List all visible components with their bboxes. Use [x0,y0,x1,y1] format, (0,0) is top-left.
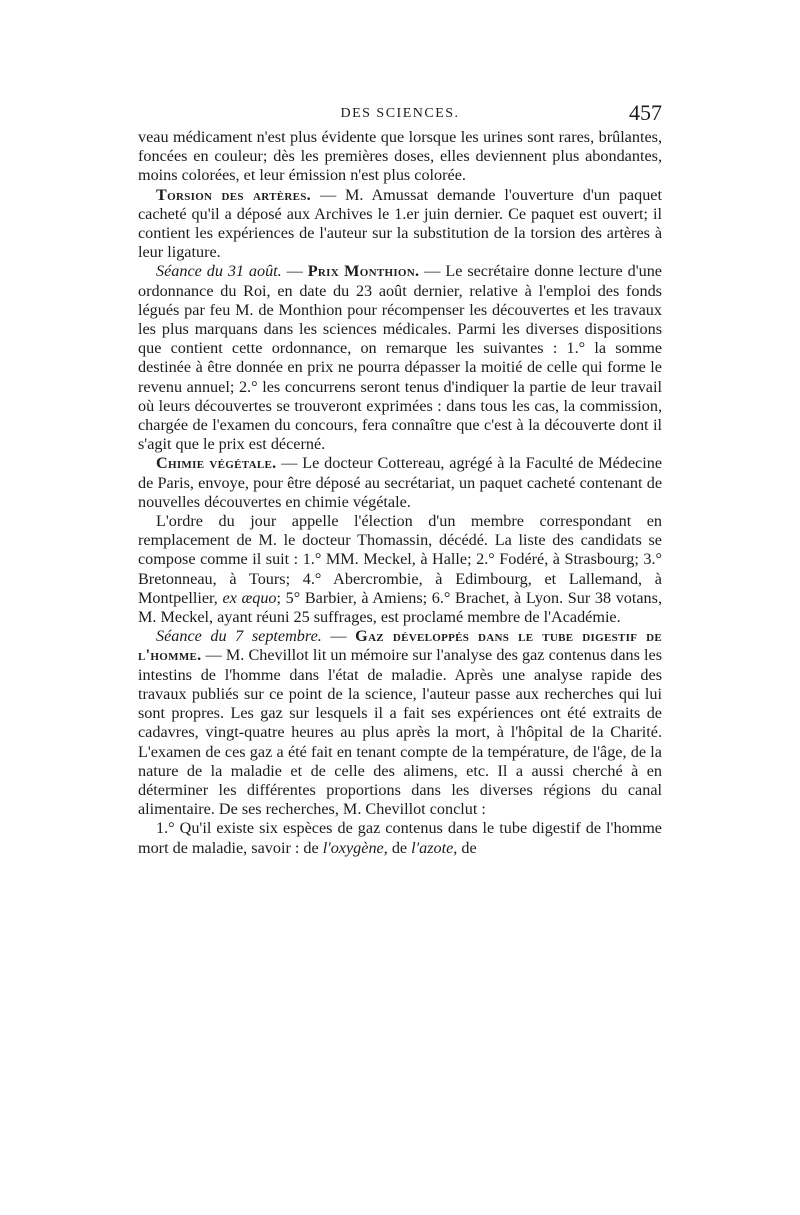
page-number: 457 [629,100,662,125]
body-text [138,128,662,858]
text-run: veau médicament n'est plus évidente que lorsque les urines sont rares, brûlantes, foncées en couleur; dès les premières doses, elles deviennent plus abondantes, moins colorées, et leur émission n'est plus colorée. [138,128,662,185]
page-header [138,98,662,128]
text-run: — M. Amussat demande l'ouverture d'un paquet cacheté qu'il a déposé aux Archives le 1.er juin dernier. Ce paquet est ouvert; il contient les expériences de l'auteur sur la substitution de la torsion des artères à leur ligature. [138,185,662,262]
paragraph [138,627,662,819]
italic-text: Séance du 31 août. [156,262,282,281]
paragraph [138,186,662,263]
text-run: — [321,627,356,646]
section-heading: Prix Monthion. [307,262,420,281]
paragraph [138,819,662,857]
text-run: , de [383,838,412,857]
italic-text: Séance du 7 septembre. [156,627,322,646]
running-title: DES SCIENCES. [340,106,460,121]
italic-text: l'oxygène [322,838,384,857]
paragraph [138,512,662,627]
paragraph [138,128,662,186]
paragraph [138,454,662,512]
text-run: — Le secrétaire donne lecture d'une ordonnance du Roi, en date du 23 août dernier, relative à l'emploi des fonds légués par feu M. de Monthion pour récompenser les découvertes et les travaux les plus marquans dans les sciences médicales. Parmi les diverses dispositions que contient cette ordonnance, on remarque les suivantes : 1.° la somme destinée à être donnée en prix ne pourra dépasser la moitié de celle qui forme le revenu annuel; 2.° les concurrens seront tenus d'indiquer la partie de leur travail où leurs découvertes se trouveront exprimées : dans tous les cas, la commission, chargée de l'examen du concours, fera connaître que c'est à la découverte dont il s'agit que le prix est décerné. [138,262,662,454]
text-run: — Le docteur Cottereau, agrégé à la Faculté de Médecine de Paris, envoye, pour être déposé au secrétariat, un paquet cacheté contenant de nouvelles découvertes en chimie végétale. [138,454,663,511]
italic-text: ex æquo [222,588,277,607]
text-run: , de [453,838,477,857]
section-heading: Torsion des artères. [156,185,312,204]
section-heading: Chimie végétale. [156,454,277,473]
paragraph [138,262,662,454]
text-run: ; 5° Barbier, à Amiens; 6.° Brachet, à Lyon. Sur 38 votans, M. Meckel, ayant réuni 25 suffrages, est proclamé membre de l'Académie. [138,588,662,627]
text-run: — [281,262,308,281]
section-heading: Gaz développés dans le tube digestif de l'homme. [138,627,662,665]
text-run: L'ordre du jour appelle l'élection d'un membre correspondant en remplacement de M. le docteur Thomassin, décédé. La liste des candidats se compose comme il suit : 1.° MM. Meckel, à Halle; 2.° Fodéré, à Strasbourg; 3.° Bretonneau, à Tours; 4.° Abercrombie, à Edimbourg, et Lallemand, à Montpellier, [138,512,662,607]
italic-text: l'azote [411,838,454,857]
text-run: — M. Chevillot lit un mémoire sur l'analyse des gaz contenus dans les intestins de l'homme dans l'état de maladie. Après une analyse rapide des travaux publiés sur ce point de la science, l'auteur passe aux recherches qui lui sont propres. Les gaz sur lesquels il a fait ses expériences ont été extraits de cadavres, vingt-quatre heures au plus après la mort, à l'hôpital de la Charité. L'examen de ces gaz a été fait en tenant compte de la température, de l'âge, de la nature de la maladie et de celle des alimens, etc. Il a aussi cherché à en déterminer les différentes proportions dans les diverses régions du canal alimentaire. De ses recherches, M. Chevillot conclut : [138,646,662,819]
text-run: 1.° Qu'il existe six espèces de gaz contenus dans le tube digestif de l'homme mort de maladie, savoir : de [138,819,662,857]
book-page [138,98,662,858]
